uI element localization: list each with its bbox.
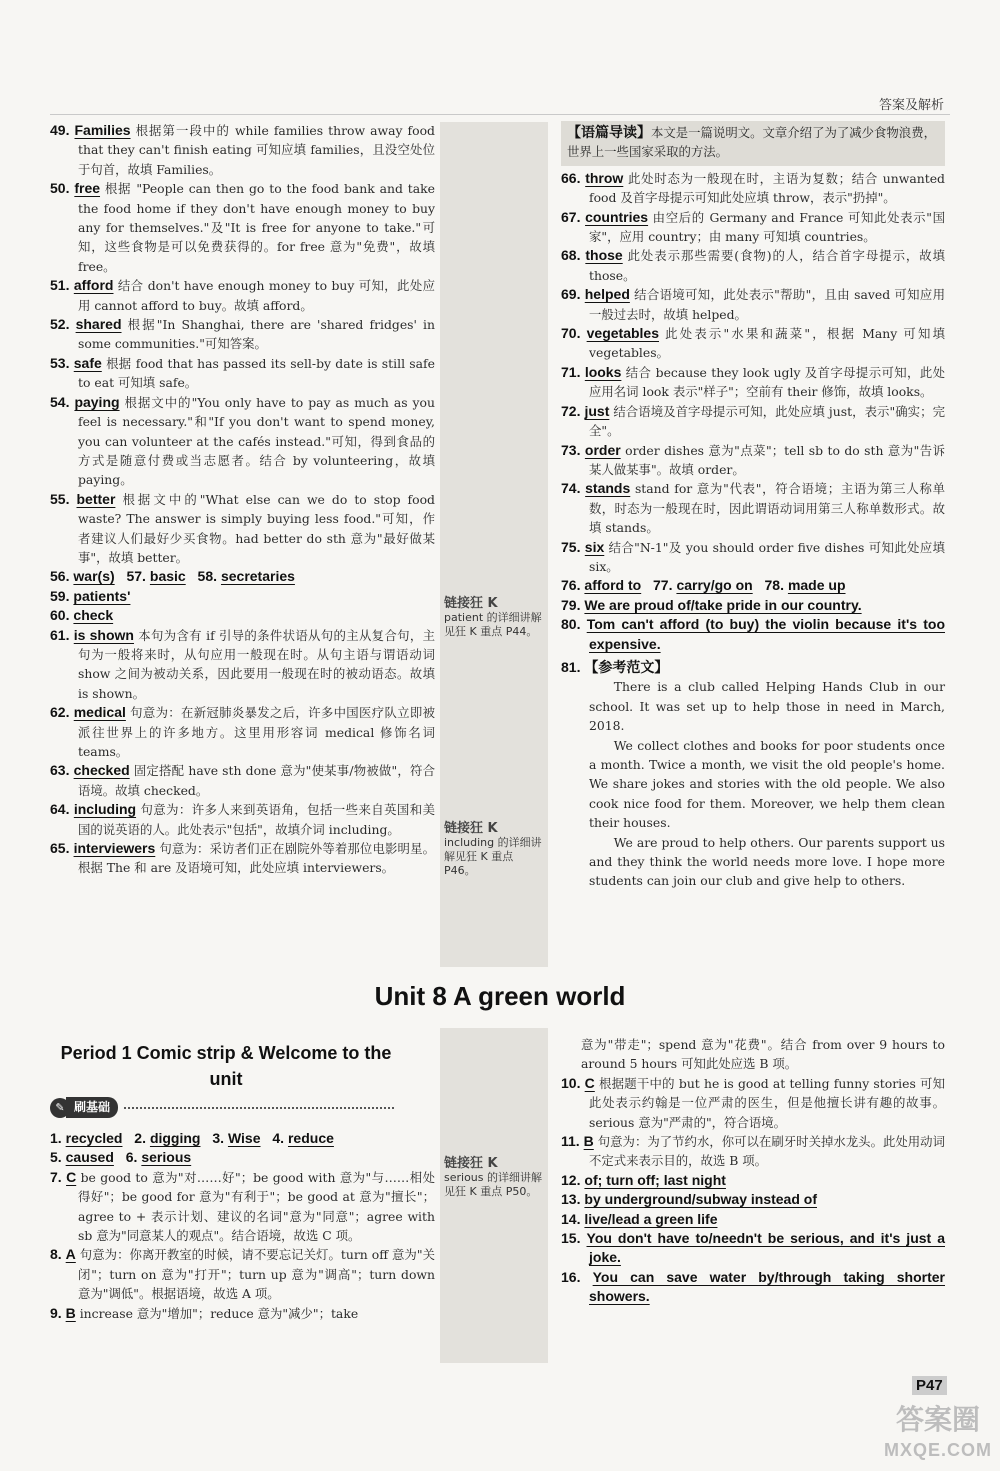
item-explanation: 此处表示"水果和蔬菜"，根据 Many 可知填 vegetables。 (589, 326, 945, 361)
item-number: 6. (125, 1149, 138, 1166)
item-explanation: 根据"In Shanghai, there are 'shared fridges' in some communities."可知答案。 (78, 317, 435, 352)
item-explanation: 此处表示那些需要(食物)的人，结合首字母提示，故填 those。 (589, 248, 945, 283)
item-number: 51. (50, 277, 70, 294)
link-box-patient (444, 597, 546, 639)
item-number: 78. (764, 577, 784, 594)
answer-item (50, 800, 435, 839)
item-number: 49. (50, 122, 70, 138)
answer-item (561, 441, 945, 480)
item-explanation: 句意为：许多人来到英语角，包括一些来自英国和美国的说英语的人。此处表示"包括"，故填介词 including。 (78, 802, 435, 837)
dotted-divider (124, 1107, 394, 1109)
item-answer: We are proud of/take pride in our country. (584, 596, 862, 613)
item-answer: carry/go on (676, 577, 753, 594)
answer-item (561, 285, 945, 324)
answer-item (50, 1304, 435, 1323)
item-number: 10. (561, 1074, 581, 1091)
pen-icon: ✎ (50, 1098, 70, 1118)
item-number: 62. (50, 704, 70, 721)
answer-item (50, 1168, 435, 1246)
item-answer: free (74, 180, 101, 197)
item-number: 74. (561, 480, 581, 497)
answer-item (50, 393, 435, 490)
item-number: 2. (134, 1130, 146, 1146)
item-number: 69. (561, 286, 581, 303)
item-answer: patients' (73, 587, 131, 604)
watermark-logo (884, 1405, 992, 1465)
item-number: 75. (561, 538, 581, 555)
item-explanation: order dishes 意为"点菜"；tell sb to do sth 意为"告诉某人做某事"。故填 order。 (589, 442, 945, 477)
answer-item (561, 1229, 945, 1268)
answer-item (50, 276, 435, 315)
item-explanation: stand for 意为"代表"，符合语境；主语为第三人称单数，时态为一般现在时，因此谓语动词用第三人称单数形式。故填 stands。 (589, 481, 945, 536)
item-answer: checked (73, 762, 130, 779)
item-answer: vegetables (586, 325, 659, 342)
item-number: 64. (50, 801, 70, 818)
item-explanation: 根据文中的"What else can we do to stop food waste? The answer is simply buying less food."可知，作者建议人们最好少买食物。had better do sth 意为"最好做某事"，故填 better。 (78, 491, 435, 565)
item-number: 67. (561, 208, 581, 225)
answer-item (561, 402, 945, 441)
item-answer: medical (73, 704, 126, 721)
answer-item (50, 315, 435, 354)
item-number: 50. (50, 180, 70, 197)
item-number: 61. (50, 626, 70, 643)
answer-line-56 (50, 567, 435, 586)
item-number: 71. (561, 363, 581, 380)
item-explanation: 固定搭配 have sth done 意为"使某事/物被做"，符合语境。故填 checked。 (78, 763, 435, 798)
item-explanation: 句意为：采访者们正在剧院外等着那位电影明星。根据 The 和 are 及语境可知，此处应填 interviewers。 (78, 841, 435, 876)
answer-item (50, 703, 435, 761)
left-column (50, 121, 435, 878)
item-answer: including (73, 801, 137, 818)
item-answer: those (585, 247, 623, 264)
item-number: 53. (50, 354, 70, 371)
item-number: 7. (50, 1168, 62, 1185)
bottom-right-column (561, 1035, 945, 1307)
item-explanation: increase 意为"增加"；reduce 意为"减少"；take (79, 1305, 359, 1321)
bottom-right-answer-list (561, 1074, 945, 1171)
item-answer: C (66, 1168, 77, 1185)
answer-item (50, 490, 435, 568)
answer-item (561, 1268, 945, 1307)
bottom-left-answer-list (50, 1168, 435, 1323)
bottom-right-answer-list-b (561, 1171, 945, 1307)
item-answer: stands (585, 480, 631, 497)
answer-item (561, 169, 945, 208)
item-number: 63. (50, 762, 70, 779)
item-number: 9. (50, 1304, 62, 1321)
item-explanation: 根据 "People can then go to the food bank and take the food home if they don't have enough money to buy any for themselves."及"It is free for anyone to take."可知，这些食物是可以免费获得的。for free 意为"免费"，故填 free。 (78, 181, 435, 274)
answer-item (561, 615, 945, 654)
item-answer: Tom can't afford (to buy) the violin because it's too expensive. (586, 616, 945, 652)
item-number: 70. (561, 325, 581, 342)
answer-item (50, 606, 435, 625)
item-explanation: 句意为：在新冠肺炎暴发之后，许多中国医疗队立即被派往世界上的许多地方。这里用形容词 medical 修饰名词 teams。 (78, 705, 435, 759)
item-number: 76. (561, 577, 581, 594)
answer-item (561, 1190, 945, 1209)
item-explanation: 句意为：为了节约水，你可以在刷牙时关掉水龙头。此处用动词不定式来表示目的，故选 B 项。 (589, 1134, 945, 1169)
item-explanation: 结合语境可知，此处表示"帮助"，且由 saved 可知应用一般过去时，故填 helped。 (589, 287, 945, 322)
item-number: 3. (212, 1130, 224, 1146)
item-answer: interviewers (73, 840, 156, 857)
item-answer: Families (74, 122, 131, 138)
item-number: 77. (653, 577, 673, 594)
item-answer: basic (149, 568, 186, 585)
item-answer: B (65, 1304, 76, 1321)
left-answer-list (50, 121, 435, 567)
item-number: 73. (561, 441, 581, 458)
item-explanation: 根据 food that has passed its sell-by date is still safe to eat 可知填 safe。 (78, 355, 435, 391)
item-number: 8. (50, 1246, 62, 1263)
item-number: 55. (50, 490, 70, 507)
item-answer: digging (149, 1130, 201, 1146)
link-text: serious 的详细讲解见狂 K 重点 P50。 (444, 1171, 543, 1198)
page-header: 答案及解析 (878, 98, 944, 113)
item-answer: countries (585, 208, 649, 225)
answer-item (561, 1132, 945, 1171)
answer-line-1 (50, 1129, 435, 1148)
answer-line-76 (561, 576, 945, 595)
item-answer: A (65, 1246, 76, 1263)
item-answer: recycled (65, 1130, 123, 1146)
item-number: 1. (50, 1130, 62, 1146)
section-badge-label: 刷基础 (66, 1097, 118, 1118)
item-answer: You can save water by/through taking shorter showers. (589, 1268, 945, 1305)
item-explanation: 句意为：你离开教室的时候，请不要忘记关灯。turn off 意为"关闭"；turn on 意为"打开"；turn up 意为"调高"；turn down 意为"调低"。根据语境，故选 A 项。 (78, 1247, 435, 1302)
answer-item (50, 839, 435, 878)
reading-guide-label: 【语篇导读】 (567, 124, 651, 140)
item-number: 54. (50, 393, 70, 410)
bottom-left-column (50, 1129, 435, 1323)
item-number: 16. (561, 1268, 581, 1285)
item-answer: reduce (287, 1130, 334, 1146)
item-explanation: 本句为含有 if 引导的条件状语从句的主从复合句，主句为一般将来时，从句应用一般现在时。从句主语与谓语动词 show 之间为被动关系，因此要用一般现在时的被动语态。故填 is shown。 (78, 627, 435, 701)
right-column (561, 121, 945, 891)
item-number: 65. (50, 840, 70, 857)
answer-item (50, 121, 435, 179)
item-explanation: 根据第一段中的 while families throw away food that they can't finish eating 可知应填 families，且没空处位于句首，故填 Families。 (78, 123, 435, 177)
item-answer: afford (73, 277, 114, 294)
answer-item (561, 1074, 945, 1132)
essay-paragraph: We collect clothes and books for poor students once a month. Twice a month, we visit the old people's home. We share jokes and stories with the old people. We also cook nice food for them. Moreover, we help them clean their houses. (589, 737, 945, 831)
item-answer: looks (584, 363, 622, 380)
answer-item (561, 538, 945, 577)
item-answer: just (584, 402, 610, 419)
answer-line-5 (50, 1148, 435, 1167)
answer-item (50, 761, 435, 800)
item-answer: afford to (584, 577, 642, 594)
item-answer: by underground/subway instead of (584, 1191, 817, 1208)
item-number: 60. (50, 607, 70, 624)
reading-guide (561, 121, 945, 166)
answer-item (561, 479, 945, 537)
item-explanation: 根据文中的"You only have to pay as much as you feel is necessary."和"If you don't want to spend money, you can volunteer at the cafés instead."可知，得到食品的方式是随意付费或当志愿者。结合 by volunteering，故填 paying。 (78, 394, 435, 488)
answer-item (561, 596, 945, 615)
answer-item (561, 246, 945, 285)
item-number: 66. (561, 169, 581, 186)
answer-item (50, 626, 435, 704)
item-number: 80. (561, 616, 581, 633)
link-title: 链接狂 K (444, 821, 498, 836)
right-answer-list (561, 169, 945, 577)
link-text: patient 的详细讲解见狂 K 重点 P44。 (444, 611, 542, 638)
item-number: 14. (561, 1210, 581, 1227)
item-answer: You don't have to/needn't be serious, and it's just a joke. (586, 1230, 945, 1266)
item-number: 13. (561, 1191, 581, 1208)
item-answer: live/lead a green life (584, 1210, 718, 1227)
item-number: 57. (126, 568, 146, 585)
item-number: 79. (561, 596, 581, 613)
reading-guide-text: 本文是一篇说明文。文章介绍了为了减少食物浪费，世界上一些国家采取的方法。 (567, 125, 936, 160)
item-number: 59. (50, 587, 70, 604)
link-title: 链接狂 K (444, 596, 498, 611)
item-number: 58. (197, 568, 218, 585)
link-box-serious (444, 1157, 546, 1199)
item-answer: helped (584, 286, 630, 303)
page-number: P47 (912, 1376, 947, 1395)
item-explanation: 结合语境及首字母提示可知，此处应填 just，表示"确实；完全"。 (589, 403, 945, 439)
answer-9-continued: 意为"带走"；spend 意为"花费"。结合 from over 9 hours to around 5 hours 可知此处应选 B 项。 (581, 1037, 945, 1072)
right-answer-list-b (561, 596, 945, 654)
item-number: 68. (561, 247, 581, 264)
item-answer: caused (65, 1149, 114, 1166)
period-title: Period 1 Comic strip & Welcome to the unit (60, 1043, 392, 1089)
model-essay (561, 658, 945, 891)
item-answer: Wise (227, 1130, 261, 1146)
item-explanation: be good to 意为"对……好"；be good with 意为"与……相处得好"；be good for 意为"有利于"；be good at 意为"擅长"；agree to + 表示计划、建议的名词"意为"同意"；agree with sb 意为"同意某人的观点"。结合语境，故选 C 项。 (78, 1169, 435, 1244)
item-answer: made up (787, 577, 846, 594)
answer-item (50, 1245, 435, 1303)
item-answer: war(s) (73, 568, 115, 585)
item-answer: C (584, 1074, 595, 1091)
essay-body (561, 677, 945, 890)
item-answer: B (583, 1133, 594, 1150)
watermark-line2: MXQE.COM (883, 1440, 992, 1460)
item-number: 5. (50, 1149, 62, 1166)
item-explanation: 根据题干中的 but he is good at telling funny stories 可知此处表示约翰是一位严肃的医生，但是他擅长讲有趣的故事。serious 意为"严肃的"，符合语境。 (589, 1075, 945, 1130)
answer-item (50, 587, 435, 606)
item-answer: shared (75, 316, 122, 333)
item-explanation: 结合"N-1"及 you should order five dishes 可知此处应填 six。 (589, 539, 945, 574)
item-number: 52. (50, 316, 70, 333)
essay-number: 81. (561, 658, 581, 675)
item-number: 11. (561, 1133, 580, 1150)
item-explanation: 此处时态为一般现在时，主语为复数；结合 unwanted food 及首字母提示可知此处应填 throw，表示"扔掉"。 (589, 170, 945, 206)
item-answer: safe (73, 354, 102, 371)
item-number: 12. (561, 1171, 581, 1188)
answer-item (561, 208, 945, 247)
link-title: 链接狂 K (444, 1156, 498, 1171)
header-rule (50, 114, 950, 115)
essay-label: 【参考范文】 (584, 658, 669, 675)
item-answer: secretaries (220, 568, 295, 585)
item-explanation: 结合 don't have enough money to buy 可知，此处应用 cannot afford to buy。故填 afford。 (78, 278, 435, 313)
item-explanation: 结合 because they look ugly 及首字母提示可知，此处应用名词 look 表示"样子"；空前有 their 修饰，故填 looks。 (589, 364, 945, 400)
item-answer: serious (141, 1149, 192, 1166)
item-answer: six (584, 538, 605, 555)
item-number: 56. (50, 568, 70, 585)
unit-title: Unit 8 A green world (374, 981, 626, 1011)
answer-item (561, 1171, 945, 1190)
answer-item (561, 363, 945, 402)
answer-item (50, 179, 435, 276)
left-answer-list-b (50, 587, 435, 878)
answer-item (561, 1210, 945, 1229)
item-answer: paying (74, 393, 120, 410)
item-number: 72. (561, 402, 581, 419)
item-answer: throw (585, 169, 624, 186)
item-answer: of; turn off; last night (584, 1171, 726, 1188)
item-explanation: 由空后的 Germany and France 可知此处表示"国家"，应用 country；由 many 可知填 countries。 (589, 209, 945, 245)
item-answer: is shown (73, 626, 134, 643)
essay-paragraph: We are proud to help others. Our parents support us and they think the world needs more love. I hope more students can join our club and give help to others. (589, 834, 945, 889)
watermark-line1: 答案圈 (895, 1404, 980, 1435)
item-answer: better (76, 490, 116, 507)
answer-item (50, 354, 435, 393)
section-badge (50, 1097, 394, 1118)
link-box-including (444, 822, 546, 878)
link-text: including 的详细讲解见狂 K 重点 P46。 (444, 836, 542, 877)
item-number: 4. (272, 1130, 285, 1146)
answer-item (561, 324, 945, 363)
essay-paragraph: There is a club called Helping Hands Club in our school. It was set up to help those in need in March, 2018. (589, 679, 945, 734)
item-answer: order (584, 441, 621, 458)
item-answer: check (73, 607, 114, 624)
item-number: 15. (561, 1230, 581, 1247)
